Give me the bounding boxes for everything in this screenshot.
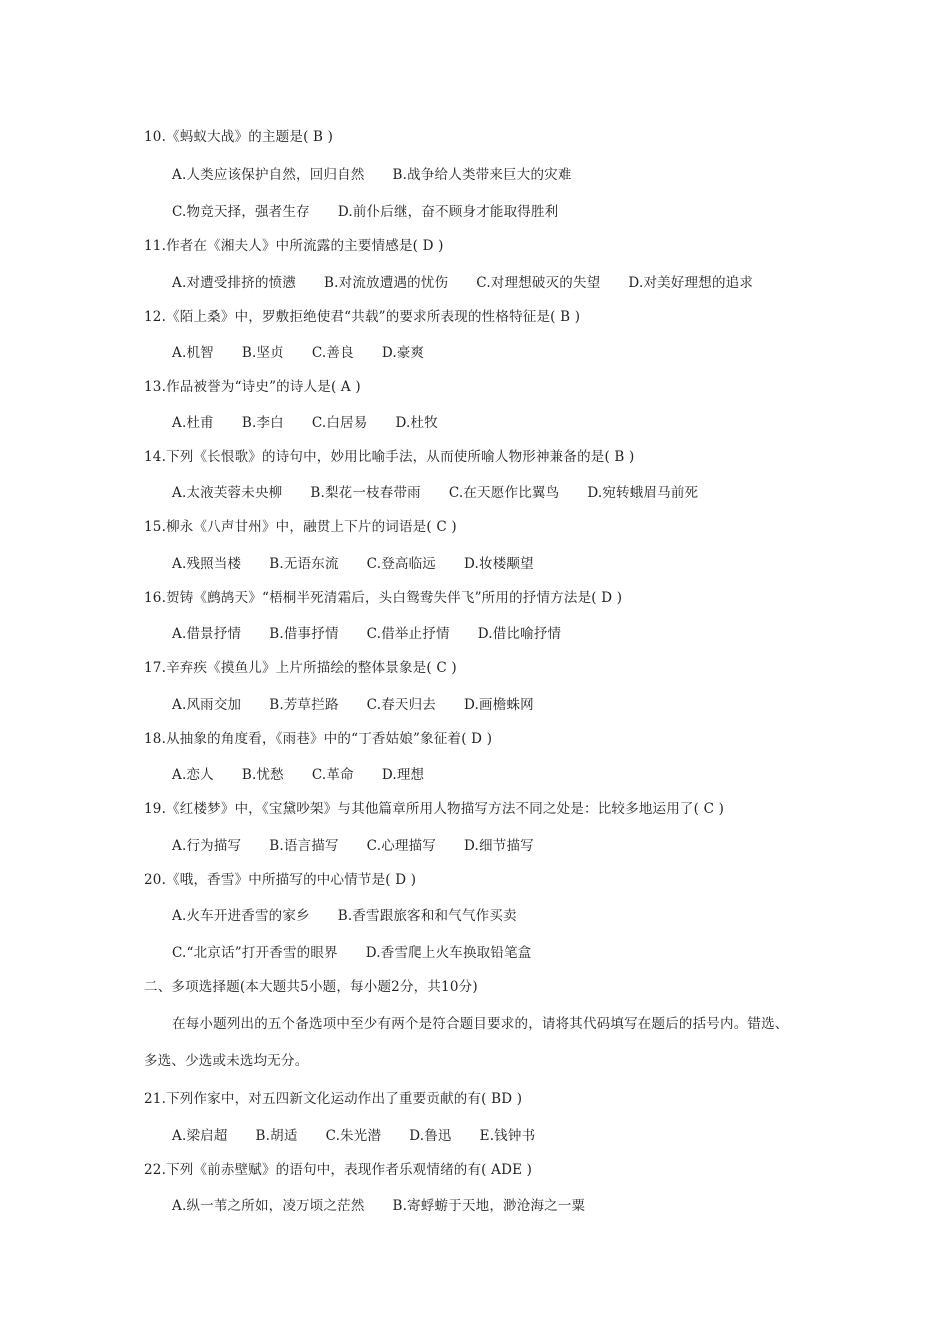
option-item: A.行为描写 — [172, 838, 242, 854]
option-item: A.风雨交加 — [172, 697, 242, 713]
options-row — [172, 414, 438, 432]
option-item: B.对流放遭遇的忧伤 — [324, 275, 449, 291]
option-item: D.借比喻抒情 — [477, 626, 562, 642]
option-item: C.在天愿作比翼鸟 — [448, 485, 560, 501]
option-item: C.借举止抒情 — [366, 626, 450, 642]
question-stem: 20.《哦，香雪》中所描写的中心情节是( D ) — [144, 872, 417, 888]
option-item: A.人类应该保护自然，回归自然 — [172, 167, 365, 183]
option-item: D.宛转蛾眉马前死 — [587, 485, 699, 501]
option-item: B.梨花一枝春带雨 — [310, 485, 421, 501]
option-item: B.香雪跟旅客和和气气作买卖 — [337, 908, 517, 924]
options-row — [172, 274, 753, 292]
instruction-text: 多选、少选或未选均无分。 — [144, 1053, 309, 1069]
option-item: C.白居易 — [311, 415, 368, 431]
option-item: B.李白 — [241, 415, 284, 431]
option-item: B.无语东流 — [269, 556, 339, 572]
question-stem: 12.《陌上桑》中，罗敷拒绝使君“共载”的要求所表现的性格特征是( B ) — [144, 309, 581, 325]
option-item: A.机智 — [172, 345, 214, 361]
question-stem: 10.《蚂蚁大战》的主题是( B ) — [144, 129, 334, 145]
question-stem: 15.柳永《八声甘州》中，融贯上下片的词语是( C ) — [144, 519, 457, 535]
option-item: C.“北京话”打开香雪的眼界 — [172, 945, 338, 961]
option-item: B.忧愁 — [241, 767, 284, 783]
option-item: B.借事抒情 — [269, 626, 339, 642]
options-row — [172, 555, 534, 573]
options-row — [172, 1127, 535, 1145]
question-stem: 22.下列《前赤壁赋》的语句中，表现作者乐观情绪的有( ADE ) — [144, 1162, 533, 1178]
question-stem: 18.从抽象的角度看，《雨巷》中的“丁香姑娘”象征着( D ) — [144, 731, 493, 747]
option-item: E.钱钟书 — [479, 1128, 536, 1144]
option-item: C.登高临远 — [366, 556, 437, 572]
question-stem: 16.贺铸《鹧鸪天》“梧桐半死清霜后，头白鸳鸯失伴飞”所用的抒情方法是( D ) — [144, 590, 623, 606]
options-row — [172, 944, 531, 962]
option-item: C.朱光潜 — [325, 1128, 382, 1144]
option-item: B.坚贞 — [241, 345, 284, 361]
option-item: A.太液芙蓉未央柳 — [172, 485, 283, 501]
question-stem: 二、多项选择题(本大题共5小题，每小题2分，共10分) — [144, 979, 478, 995]
option-item: A.杜甫 — [172, 415, 214, 431]
option-item: B.胡适 — [255, 1128, 298, 1144]
option-item: A.纵一苇之所如，凌万顷之茫然 — [172, 1198, 365, 1214]
options-row — [172, 837, 534, 855]
question-stem: 17.辛弃疾《摸鱼儿》上片所描绘的整体景象是( C ) — [144, 660, 457, 676]
option-item: D.前仆后继，奋不顾身才能取得胜利 — [337, 204, 559, 220]
question-stem: 14.下列《长恨歌》的诗句中，妙用比喻手法，从而使所喻人物形神兼备的是( B ) — [144, 449, 635, 465]
option-item: C.物竞天择，强者生存 — [172, 204, 310, 220]
option-item: A.对遭受排挤的愤懑 — [172, 275, 297, 291]
option-item: D.对美好理想的追求 — [628, 275, 754, 291]
option-item: D.豪爽 — [381, 345, 425, 361]
options-row — [172, 696, 534, 714]
option-item: D.理想 — [381, 767, 425, 783]
option-item: A.火车开进香雪的家乡 — [172, 908, 310, 924]
option-item: D.杜牧 — [395, 415, 438, 431]
option-item: C.心理描写 — [366, 838, 437, 854]
question-stem: 19.《红楼梦》中，《宝黛吵架》与其他篇章所用人物描写方法不同之处是：比较多地运用了( C ) — [144, 801, 725, 817]
option-item: A.恋人 — [172, 767, 214, 783]
options-row — [172, 484, 698, 502]
option-item: A.梁启超 — [172, 1128, 228, 1144]
option-item: B.芳草拦路 — [269, 697, 339, 713]
option-item: C.善良 — [311, 345, 354, 361]
option-item: B.战争给人类带来巨大的灾难 — [392, 167, 572, 183]
options-row — [172, 344, 424, 362]
option-item: D.妆楼颙望 — [464, 556, 534, 572]
option-item: C.春天归去 — [366, 697, 437, 713]
options-row — [172, 766, 424, 784]
option-item: D.细节描写 — [464, 838, 534, 854]
option-item: A.残照当楼 — [172, 556, 242, 572]
question-stem: 21.下列作家中，对五四新文化运动作出了重要贡献的有( BD ) — [144, 1091, 523, 1107]
options-row — [172, 166, 572, 184]
option-item: C.革命 — [311, 767, 354, 783]
options-row — [172, 203, 558, 221]
option-item: D.香雪爬上火车换取铅笔盒 — [365, 945, 532, 961]
options-row — [172, 907, 517, 925]
instruction-text: 在每小题列出的五个备选项中至少有两个是符合题目要求的，请将其代码填写在题后的括号内。错选、 — [172, 1016, 789, 1032]
option-item: B.语言描写 — [269, 838, 339, 854]
option-item: B.寄蜉蝣于天地，渺沧海之一粟 — [392, 1198, 586, 1214]
option-item: D.鲁迅 — [409, 1128, 452, 1144]
question-stem: 11.作者在《湘夫人》中所流露的主要情感是( D ) — [144, 238, 444, 254]
options-row — [172, 1197, 585, 1215]
option-item: A.借景抒情 — [172, 626, 242, 642]
options-row — [172, 625, 561, 643]
option-item: D.画檐蛛网 — [464, 697, 534, 713]
question-stem: 13.作品被誉为“诗史”的诗人是( A ) — [144, 379, 361, 395]
option-item: C.对理想破灭的失望 — [476, 275, 601, 291]
